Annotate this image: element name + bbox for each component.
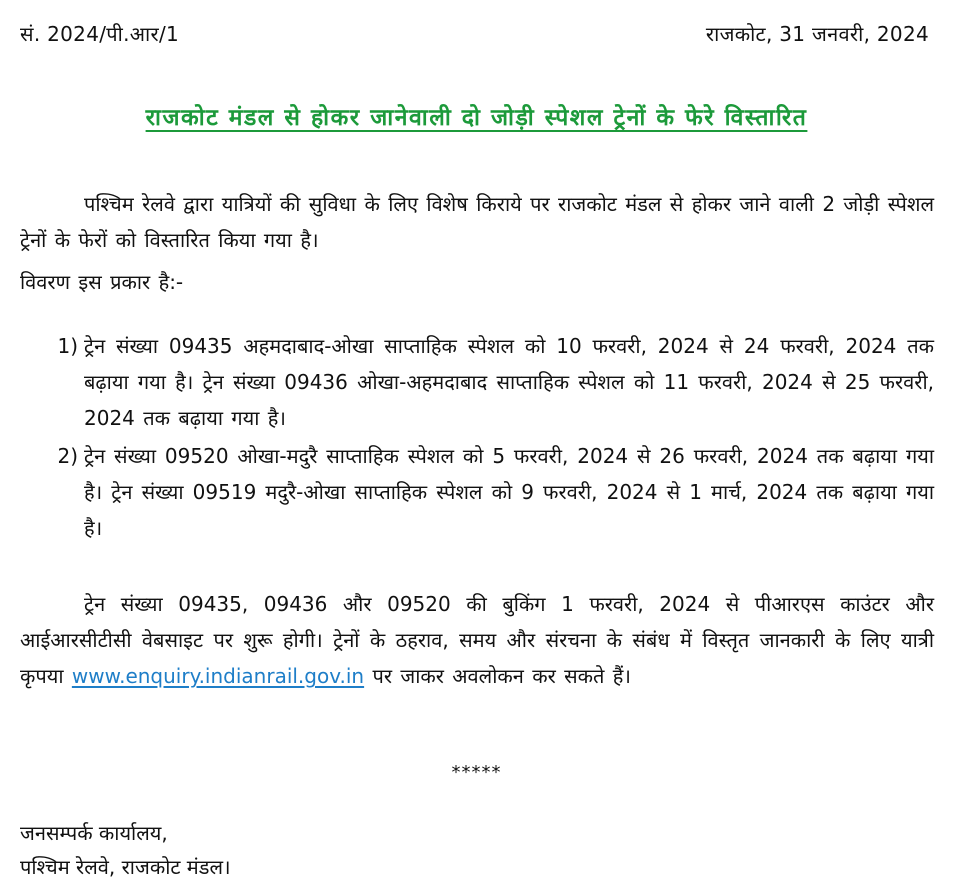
intro-paragraph: पश्चिम रेलवे द्वारा यात्रियों की सुविधा के लिए विशेष किराये पर राजकोट मंडल से होकर जाने वाली 2 जोड़ी स्पेशल ट्रेनों के फेरों को विस्तारित किया गया है। [20,192,934,252]
list-item [20,438,934,546]
booking-text-before: ट्रेन संख्या 09435, 09436 और 09520 की बुकिंग 1 फरवरी, 2024 से पीआरएस काउंटर और आईआरसीटीसी वेबसाइट पर शुरू होगी। ट्रेनों के ठहराव, समय और संरचना के संबंध में विस्तृत जानकारी के लिए यात्री कृपया [20,592,934,688]
list-item-text: ट्रेन संख्या 09520 ओखा-मदुरै साप्ताहिक स्पेशल को 5 फरवरी, 2024 से 26 फरवरी, 2024 तक बढ़ाया गया है। ट्रेन संख्या 09519 मदुरै-ओखा साप्ताहिक स्पेशल को 9 फरवरी, 2024 से 1 मार्च, 2024 तक बढ़ाया गया है। [84,444,934,540]
booking-paragraph [20,586,934,694]
signature-office: जनसम्पर्क कार्यालय, [20,821,168,845]
separator: ***** [451,762,502,783]
list-item-number: 1) [57,334,78,358]
reference-number: सं. 2024/पी.आर/1 [20,22,180,46]
details-heading: विवरण इस प्रकार है:- [20,270,184,294]
list-item-number: 2) [57,444,78,468]
place-and-date: राजकोट, 31 जनवरी, 2024 [705,22,929,46]
booking-text-after: पर जाकर अवलोकन कर सकते हैं। [364,664,631,688]
train-list [20,328,934,548]
enquiry-website-link[interactable]: www.enquiry.indianrail.gov.in [71,664,365,688]
page-title: राजकोट मंडल से होकर जानेवाली दो जोड़ी स्पेशल ट्रेनों के फेरे विस्तारित [145,105,808,131]
list-item-text: ट्रेन संख्या 09435 अहमदाबाद-ओखा साप्ताहिक स्पेशल को 10 फरवरी, 2024 से 24 फरवरी, 2024 तक बढ़ाया गया है। ट्रेन संख्या 09436 ओखा-अहमदाबाद साप्ताहिक स्पेशल को 11 फरवरी, 2024 से 25 फरवरी, 2024 तक बढ़ाया गया है। [84,334,934,430]
list-item [20,328,934,436]
signature-division: पश्चिम रेलवे, राजकोट मंडल। [20,855,231,879]
